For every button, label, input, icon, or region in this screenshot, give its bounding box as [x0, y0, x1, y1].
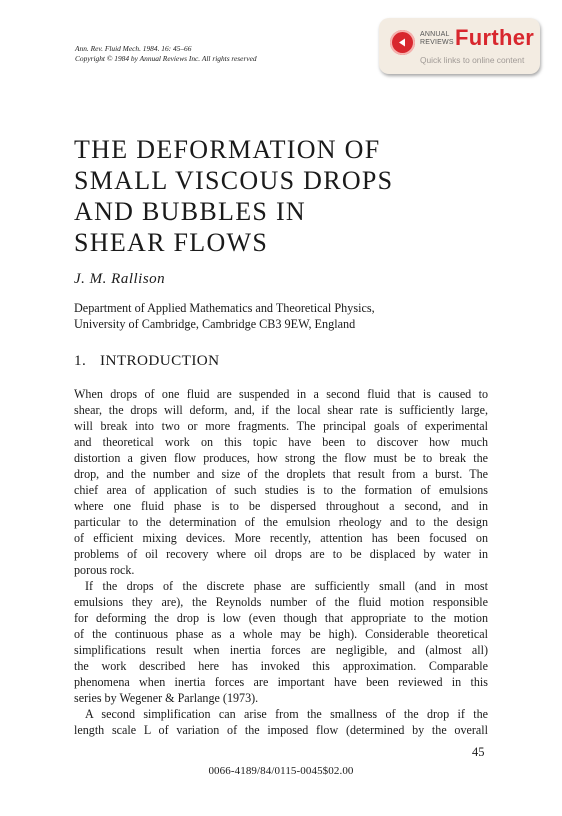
section-heading [74, 352, 220, 370]
body-line: of the continuous phase as a whole may be high). Considerable theoretical [74, 627, 488, 642]
body-line: for deforming the drop is low (even though that appropriate to the motion [74, 611, 488, 626]
section-title: INTRODUCTION [100, 352, 220, 369]
title-line: AND BUBBLES IN [74, 197, 306, 226]
body-line: drop, and the number and size of the droplets that result from a burst. The [74, 467, 488, 482]
copyright-line: Copyright © 1984 by Annual Reviews Inc. All rights reserved [75, 54, 257, 63]
further-badge[interactable] [379, 18, 540, 74]
body-line: series by Wegener & Parlange (1973). [74, 691, 259, 706]
affiliation [74, 300, 375, 332]
play-left-icon [390, 30, 415, 55]
title-line: SMALL VISCOUS DROPS [74, 166, 394, 195]
running-header [75, 44, 257, 64]
body-line: porous rock. [74, 563, 135, 578]
body-line: problems of oil recovery where oil drops are to be displaced by water in [74, 547, 488, 562]
journal-citation: Ann. Rev. Fluid Mech. 1984. 16: 45–66 [75, 44, 192, 53]
section-number: 1. [74, 352, 87, 369]
body-line: will break into two or more fragments. The principal goals of experimental [74, 419, 488, 434]
body-line: simplifications result when inertia forces are negligible, and (almost all) [74, 643, 488, 658]
body-line: emulsions they are), the Reynolds number of the fluid motion responsible [74, 595, 488, 610]
reviews-word: REVIEWS [420, 38, 454, 46]
body-line: particular to the determination of the emulsion rheology and to the design [74, 515, 488, 530]
footer-code: 0066-4189/84/0115-0045$02.00 [208, 765, 354, 777]
body-line: where one fluid phase is to be dispersed throughout a second, and in [74, 499, 488, 514]
body-line: phenomena when inertia forces are important have been reviewed in this [74, 675, 488, 690]
author-name: J. M. Rallison [74, 271, 166, 287]
title-line: SHEAR FLOWS [74, 228, 269, 257]
further-subtitle: Quick links to online content [420, 55, 525, 65]
body-text [74, 386, 488, 738]
affiliation-line: Department of Applied Mathematics and Theoretical Physics, [74, 301, 375, 315]
body-line: chief area of application of such studies is to the formation of emulsions [74, 483, 488, 498]
body-line: A second simplification can arise from the smallness of the drop if the [85, 707, 488, 722]
article-title [74, 134, 393, 258]
body-line: If the drops of the discrete phase are sufficiently small (and in most [85, 579, 488, 594]
body-line: When drops of one fluid are suspended in a second fluid that is caused to [74, 387, 488, 401]
body-line: shear, the drops will deform, and, if the local shear rate is sufficiently large, [74, 403, 488, 418]
affiliation-line: University of Cambridge, Cambridge CB3 9EW, England [74, 317, 356, 331]
annual-word: ANNUAL [420, 31, 450, 38]
body-line: length scale L of variation of the imposed flow (determined by the overall [74, 723, 488, 738]
body-line: of efficient mixing devices. More recently, attention has been focused on [74, 531, 488, 546]
body-line: the work described here has invoked this approximation. Comparable [74, 659, 488, 674]
body-line: distortion a given flow produces, how strong the flow must be to break the [74, 451, 488, 466]
title-line: THE DEFORMATION OF [74, 135, 381, 164]
annual-reviews-logo [420, 31, 454, 46]
further-word: Further [455, 25, 535, 50]
body-line: and theoretical work on this topic have been to discover how much [74, 435, 488, 450]
page-number: 45 [472, 745, 485, 759]
